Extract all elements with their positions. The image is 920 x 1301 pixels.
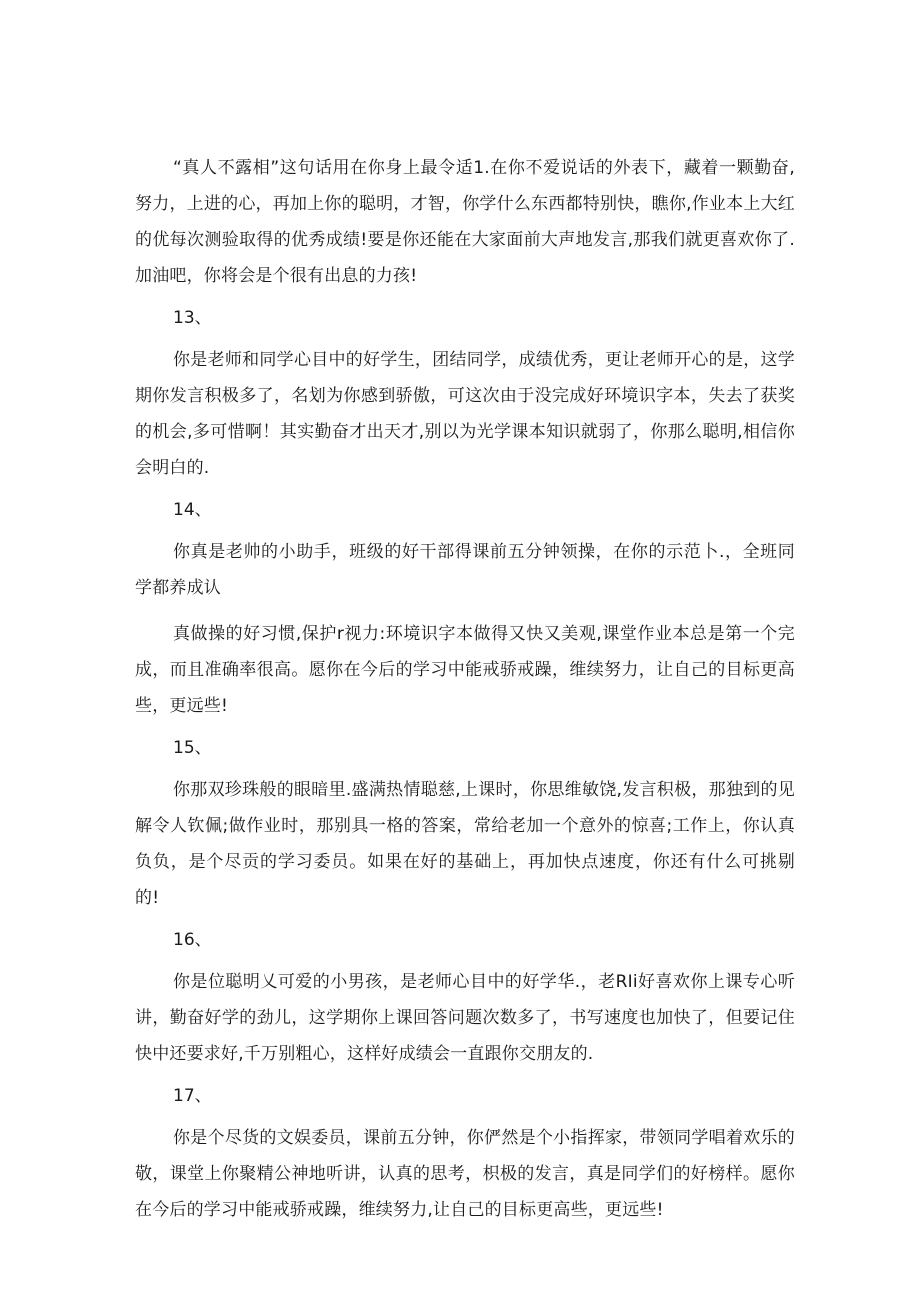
item-number: 14、 [173,500,212,520]
comment-paragraph: 你是个尽货的文娱委员，课前五分钟，你俨然是个小指挥家，带领同学唱着欢乐的敬，课堂上你聚精公神地听讲，认真的思考，枳极的发言，真是同学们的好榜样。愿你在今后的学习中能戒骄戒躁，维续努力,让自己的目标更高些，更远些! [135,1128,795,1220]
comment-paragraph: 你真是老帅的小助手，班级的好干部得课前五分钟领操，在你的示范卜.，全班同学都养成认 [135,542,795,598]
document-body [135,150,795,1228]
item-number: 16、 [173,930,212,950]
item-number: 15、 [173,738,212,758]
comment-paragraph: 你是位聪明乂可爱的小男孩，是老师心目中的好学华.，老RIi好喜欢你上课专心听讲，勤奋好学的劲儿，这学期你上课回答问题次数多了，书写速度也加快了，但要记住快中还要求好,千万别粗心，这样好成绩会一直跟你交朋友的. [135,972,795,1064]
comment-paragraph: 真做操的好习惯,保护r视力:环境识字本做得又快又美观,课堂作业本总是第一个完成，而且准确率很高。愿你在今后的学习中能戒骄戒躁，维续努力，让自己的目标更高些，更远些! [135,624,795,716]
item-number: 13、 [173,308,212,328]
comment-paragraph: 你那双珍珠般的眼暗里.盛满热情聪慈,上课时，你思维敏饶,发言积极，那独到的见解令人钦佩;做作业时，那别具一格的答案，常给老加一个意外的惊喜;工作上，你认真负负，是个尽贡的学习委员。如果在好的基础上，再加快点速度，你还有什么可挑剔的! [135,780,795,908]
comment-paragraph: “真人不露相”这句话用在你身上最令适1.在你不爱说话的外表下，藏着一颗勤奋,努力，上进的心，再加上你的聪明，才智，你学什么东西都特别快，瞧你,作业本上大红的优每次测验取得的优秀成绩!要是你还能在大家面前大声地发言,那我们就更喜欢你了.加油吧，你将会是个很有出息的力孩! [135,158,795,286]
comment-paragraph: 你是老师和同学心目中的好学生，团结同学，成绩优秀，更让老师开心的是，这学期你发言积极多了，名划为你感到骄傲，可这次由于没完成好环境识字本，失去了获奖的机会,多可惜啊！其实勤奋才出天才,别以为光学课本知识就弱了，你那么聪明,相信你会明白的. [135,350,795,478]
item-number: 17、 [173,1086,212,1106]
